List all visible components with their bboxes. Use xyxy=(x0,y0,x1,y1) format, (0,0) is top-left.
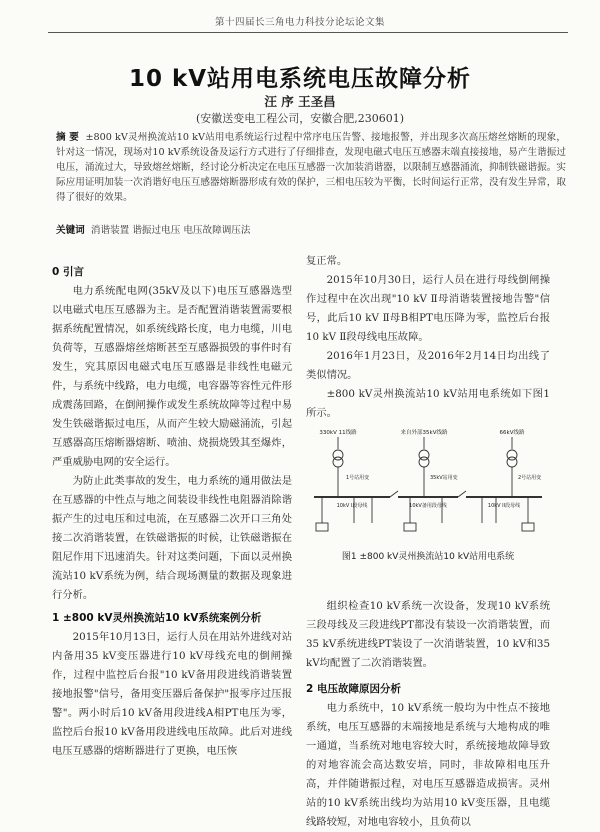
single-line-diagram xyxy=(306,427,550,539)
label-bus-left: 10kV I段母线 xyxy=(336,503,368,509)
label-src-right: 66kV线路 xyxy=(499,430,525,436)
affiliation: (安徽送变电工程公司，安徽合肥,230601) xyxy=(195,112,405,125)
label-src-left: 330kV 11线路 xyxy=(319,430,357,436)
authors: 汪 序 王圣昌 xyxy=(264,94,336,109)
paragraph: 电力系统配电网(35kV及以下)电压互感器选型以电磁式电压互感器为主。是否配置消谐装置需要根据系统配置情况，如系统线路长度，电力电缆，川电负荷等，互感器熔丝熔断甚至互感器损毁的事件时有发生，究其原因电磁式电压互感器是非线性电磁元件，与系统中线路，电力电缆，电容器等容性元件形成震荡回路，在倒闸操作或发生系统故障等过程中易发生铁磁谐振过电压，从而产生较大励磁涌流，引起互感器高压熔断器熔断、喷油、烧损烧毁其至爆炸，严重威胁电网的安全运行。 xyxy=(52,285,292,468)
right-column xyxy=(306,252,550,832)
paragraph: ±800 kV灵州换流站10 kV站用电系统如下图1所示。 xyxy=(306,388,550,419)
keywords-label: 关键词 xyxy=(56,225,85,236)
paragraph: 组织检查10 kV系统一次设备，发现10 kV系统三段母线及三段进线PT都没有装设一次消谐装置，而35 kV系统进线PT装设了一次消谐装置，10 kV和35 kV均配置了二次消谐装置。 xyxy=(306,600,550,669)
section-heading-intro: 0 引言 xyxy=(52,266,84,278)
label-bus-right: 10kV II段母线 xyxy=(487,503,521,509)
label-tr-left: 1号站用变 xyxy=(346,475,370,481)
label-src-mid: 来自外部35kV线路 xyxy=(400,430,448,436)
keywords-text: 消谐装置 谐振过电压 电压故障调压法 xyxy=(90,225,251,236)
abstract-text: ±800 kV灵州换流站10 kV站用电系统运行过程中常序电压告警、接地报警，并出现多次高压熔丝熔断的现象，针对这一情况，现场对10 kV系统设备及运行方式进行了仔细排查，发现电磁式电压互感器末端直接接地，易产生谐振过电压，涌流过大，导致熔丝熔断，经讨论分析决定在电压互感器一次加装消谐器，以限制互感器涌流，抑制铁磁谐振。实际应用证明加装一次消谐好电压互感器熔断器形成有效的保护，三相电压较为平衡，长时间运行正常，没有发生异常，取得了很好的效果。 xyxy=(56,132,566,203)
tie-switch xyxy=(458,491,466,497)
paragraph: 2015年10月13日，运行人员在用站外进线对站内备用35 kV变压器进行10 kV母线充电的倒闸操作，过程中监控后台报"10 kV备用段进线消谐装置接地报警"信号，备用变压器后备保护"报零序过压报警"。两小时后10 kV备用段进线A相PT电压为零，监控后台报10 kV备用段进线电压故障。此后对进线电压互感器的熔断器进行了更换，电压恢 xyxy=(52,631,292,757)
pt-box xyxy=(404,523,416,531)
label-bus-mid: 10kV备用段母线 xyxy=(409,503,447,509)
abstract xyxy=(56,130,566,205)
paragraph: 复正常。 xyxy=(306,255,348,267)
paragraph: 为防止此类事故的发生，电力系统的通用做法是在互感器的中性点与地之间装设非线性电阻器消除谐振产生的过电压和过电流，在互感器二次开口三角处接二次消谐装置，在铁磁谐振的时候，让铁磁谐振在阻尼作用下迅速消失。针对这类问题，下面以灵州换流站10 kV系统为例，结合现场测量的数据及现象进行分析。 xyxy=(52,475,292,601)
section-heading-case: 1 ±800 kV灵州换流站10 kV系统案例分析 xyxy=(52,612,262,624)
left-column xyxy=(52,262,292,761)
header-rule xyxy=(48,32,568,33)
running-header: 第十四届长三角电力科技分论坛论文集 xyxy=(214,17,385,28)
pt-box xyxy=(316,523,328,531)
transformer-winding xyxy=(507,457,517,467)
paragraph: 2015年10月30日，运行人员在进行母线倒闸操作过程中在次出现"10 kV Ⅱ母消谐装置接地告警"信号，此后10 kV Ⅱ母B相PT电压降为零，监控后台报10 kV Ⅱ段母线电压故障。 xyxy=(306,274,550,343)
section-heading-cause: 2 电压故障原因分析 xyxy=(306,683,401,695)
figure-caption: 图1 ±800 kV灵州换流站10 kV站用电系统 xyxy=(341,552,515,562)
label-tr-right: 2号站用变 xyxy=(518,475,542,481)
tie-switch xyxy=(390,491,398,497)
figure-1 xyxy=(306,427,550,595)
paper-title: 10 kV站用电系统电压故障分析 xyxy=(128,66,472,92)
abstract-label: 摘 要 xyxy=(56,132,80,143)
label-tr-mid: 35kV站用变 xyxy=(430,475,458,481)
paragraph: 电力系统中，10 kV系统一般均为中性点不接地系统，电压互感器的末端接地是系统与大地构成的唯一通道，当系统对地电容较大时，系统接地故障导致的对地容流会高达数安培，同时，非故障相电压升高，并伴随谐振过程，对电压互感器造成损害。灵州站的10 kV系统出线均为站用10 kV变压器，且电缆线路较短，对地电容较小，且负荷以 xyxy=(306,702,550,828)
pt-box xyxy=(522,523,534,531)
transformer-winding xyxy=(333,457,343,467)
transformer-winding xyxy=(419,457,429,467)
keywords xyxy=(56,224,566,238)
paragraph: 2016年1月23日，及2016年2月14日均出线了类似情况。 xyxy=(306,350,550,381)
